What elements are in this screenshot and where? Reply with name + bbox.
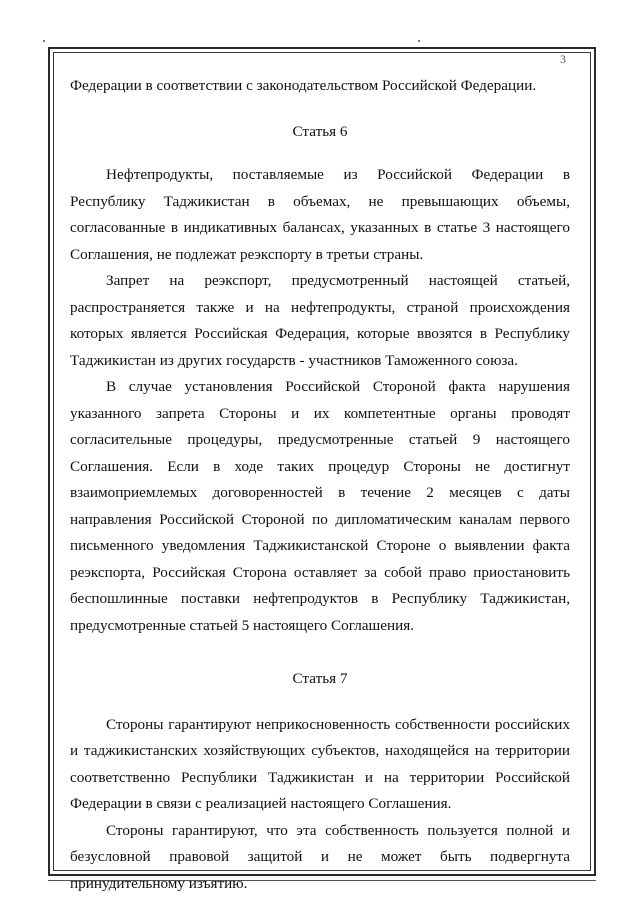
scan-speck — [418, 40, 420, 42]
article-6-paragraph-2: Запрет на реэкспорт, предусмотренный настоящей статьей, распространяется также и на нефтепродукты, страной происхождения которых является Российская Федерация, которые ввозятся в Республику Таджикистан из других государств - участников Таможенного союза. — [70, 272, 570, 369]
document-body — [70, 73, 570, 897]
article-6-paragraph-3: В случае установления Российской Стороной факта нарушения указанного запрета Стороны и их компетентные органы проводят согласительные процедуры, предусмотренные статьей 9 настоящего Соглашения. Если в ходе таких процедур Стороны не достигнут взаимоприемлемых договоренностей в течение 2 месяцев с даты направления Российской Стороной по дипломатическим каналам первого письменного уведомления Таджикистанской Стороне о выявлении факта реэкспорта, Российская Сторона оставляет за собой право приостановить беспошлинные поставки нефтепродуктов в Республику Таджикистан, предусмотренные статьей 5 настоящего Соглашения. — [70, 378, 570, 634]
article-7-heading: Статья 7 — [292, 670, 348, 687]
opening-line: Федерации в соответствии с законодательством Российской Федерации. — [70, 77, 537, 94]
article-7-paragraph-2: Стороны гарантируют, что эта собственность пользуется полной и безусловной правовой защитой и не может быть подвергнута принудительному изъятию. — [70, 821, 570, 892]
article-6-paragraph-1: Нефтепродукты, поставляемые из Российской Федерации в Республику Таджикистан в объемах, не превышающих объемы, согласованные в индикативных балансах, указанных в статье 3 настоящего Соглашения, не подлежат реэкспорту в третьи страны. — [70, 166, 570, 263]
article-7-paragraph-1: Стороны гарантируют неприкосновенность собственности российских и таджикистанских хозяйствующих субъектов, находящейся на территории соответственно Республики Таджикистан и на территории Российской Федерации в связи с реализацией настоящего Соглашения. — [70, 715, 570, 812]
scan-speck — [43, 40, 45, 42]
article-6-heading: Статья 6 — [292, 122, 348, 140]
page-number: 3 — [560, 52, 566, 66]
